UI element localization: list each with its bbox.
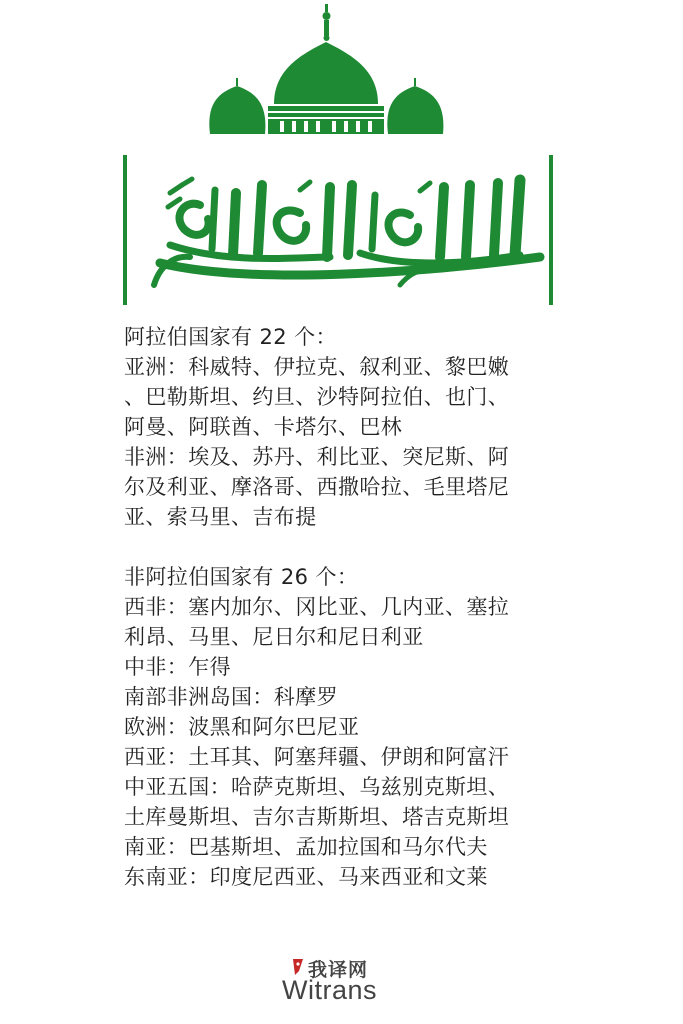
witrans-logo — [270, 955, 420, 1010]
text-line: 西非：塞内加尔、冈比亚、几内亚、塞拉 — [124, 595, 510, 619]
text-line: 亚洲：科威特、伊拉克、叙利亚、黎巴嫩 — [124, 355, 510, 379]
text-line: 欧洲：波黑和阿尔巴尼亚 — [124, 715, 360, 739]
section-spacer — [124, 532, 574, 562]
text-line: 南亚：巴基斯坦、孟加拉国和马尔代夫 — [124, 835, 488, 859]
text-line: 亚、索马里、吉布提 — [124, 505, 317, 529]
text-line: 东南亚：印度尼西亚、马来西亚和文莱 — [124, 865, 488, 889]
text-line: 利昂、马里、尼日尔和尼日利亚 — [124, 625, 424, 649]
non-arab-countries-heading: 非阿拉伯国家有 26 个： — [124, 565, 359, 589]
text-line: 土库曼斯坦、吉尔吉斯斯坦、塔吉克斯坦 — [124, 805, 510, 829]
text-line: 中亚五国：哈萨克斯坦、乌兹别克斯坦、 — [124, 775, 510, 799]
logo-english-name: Witrans — [282, 975, 378, 1005]
logo-chinese-name: 我译网 — [308, 959, 369, 981]
arab-countries-heading: 阿拉伯国家有 22 个： — [124, 325, 337, 349]
text-line: 中非：乍得 — [124, 655, 231, 679]
arabic-calligraphy-emblem — [0, 145, 683, 315]
text-line: 非洲：埃及、苏丹、利比亚、突尼斯、阿 — [124, 445, 510, 469]
text-line: 尔及利亚、摩洛哥、西撒哈拉、毛里塔尼 — [124, 475, 510, 499]
text-line: 、巴勒斯坦、约旦、沙特阿拉伯、也门、 — [124, 385, 510, 409]
text-line: 阿曼、阿联酋、卡塔尔、巴林 — [124, 415, 403, 439]
mosque-dome-icon — [0, 0, 683, 140]
text-line: 南部非洲岛国：科摩罗 — [124, 685, 338, 709]
article-body — [124, 322, 574, 892]
text-line: 西亚：土耳其、阿塞拜疆、伊朗和阿富汗 — [124, 745, 510, 769]
pen-nib-icon — [290, 957, 306, 977]
